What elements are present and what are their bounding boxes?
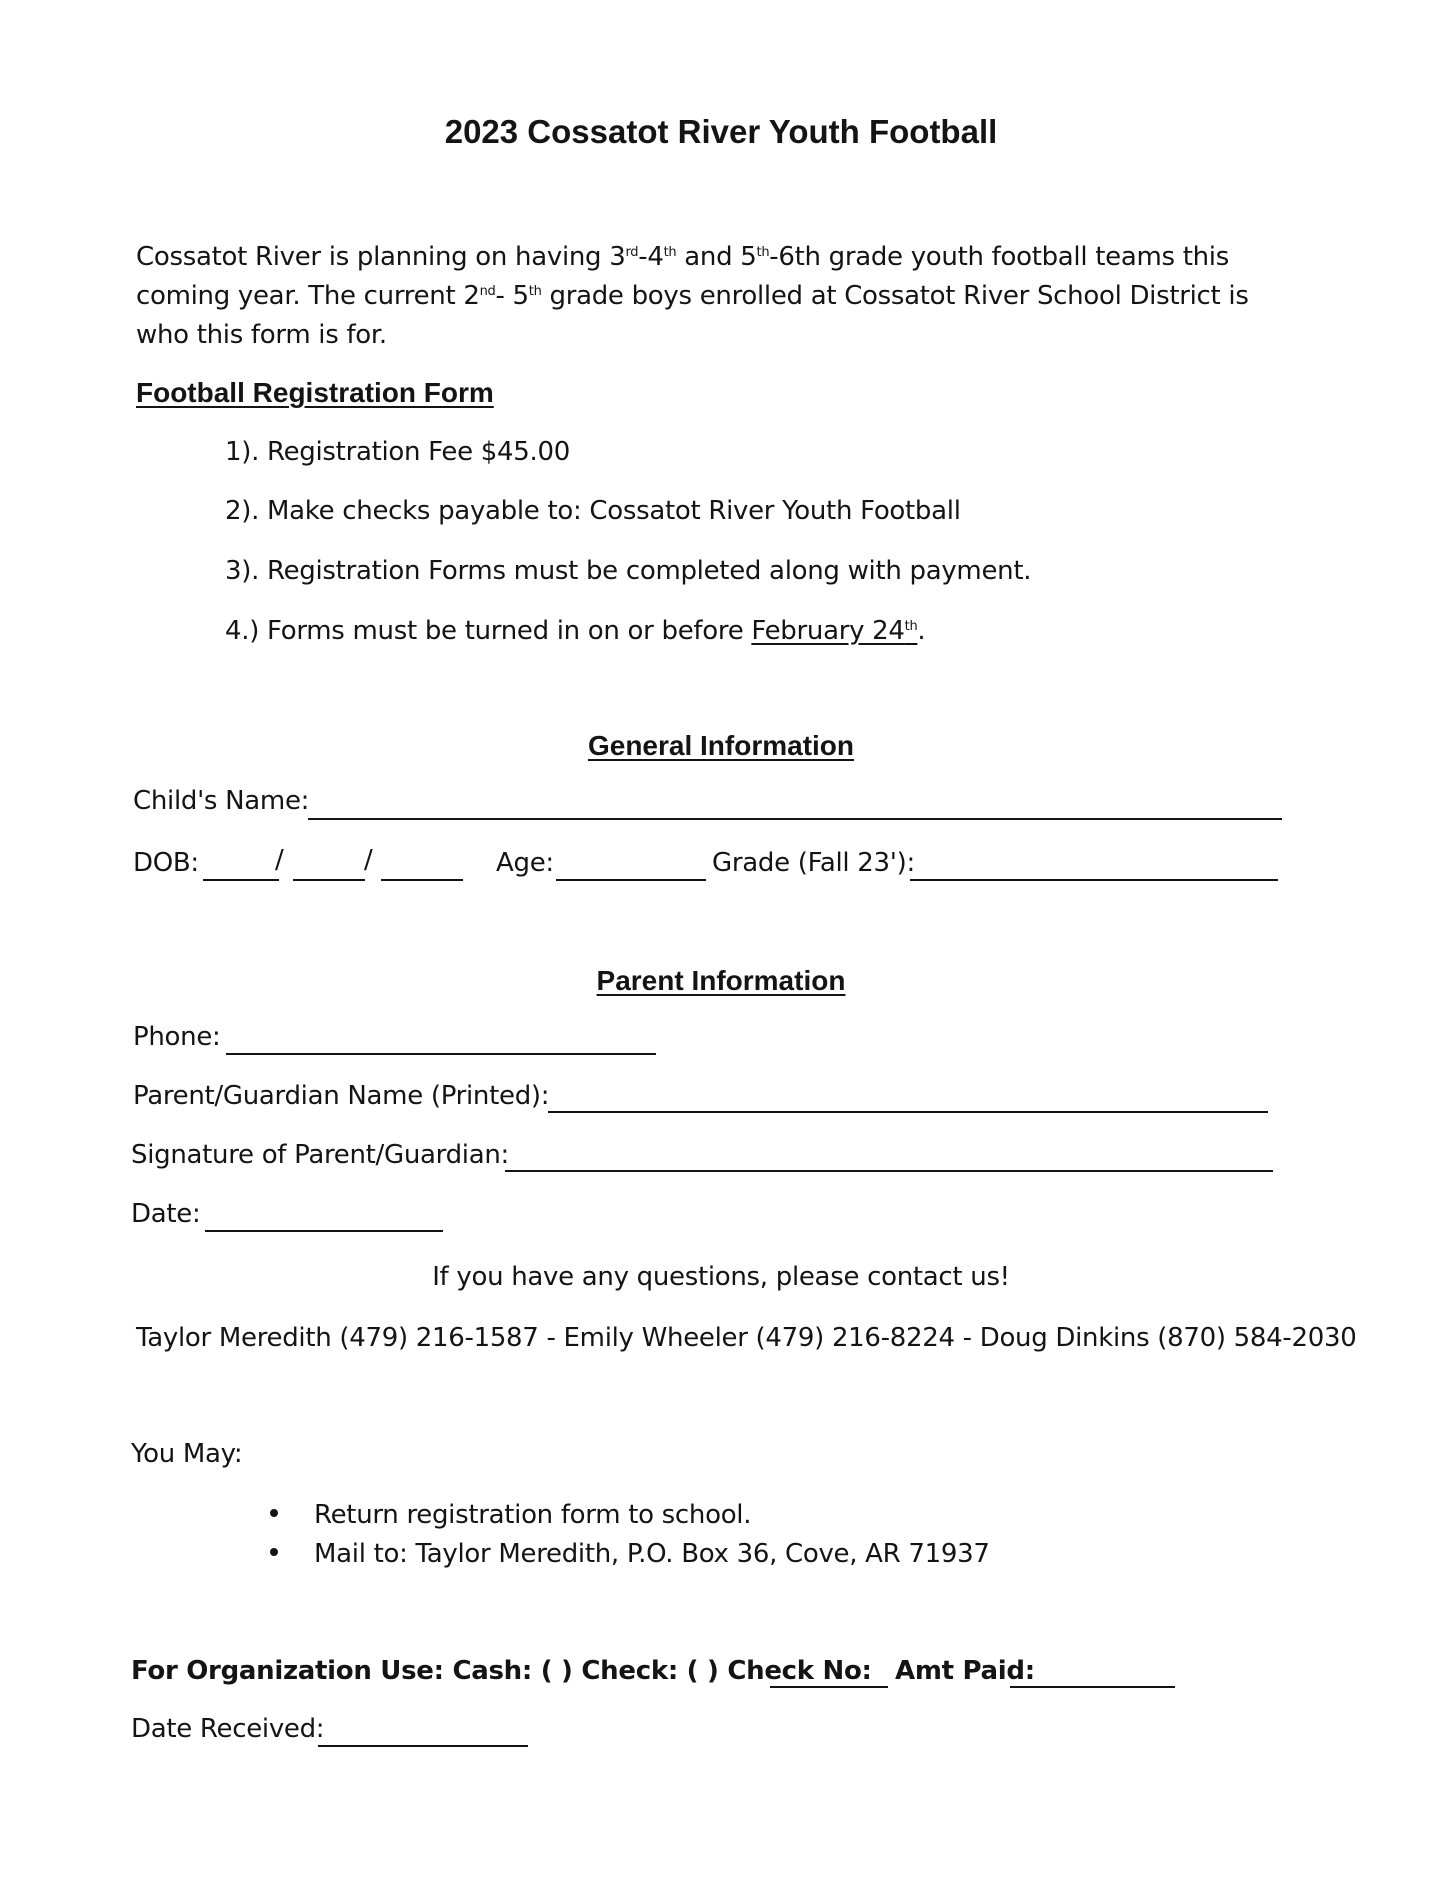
dob-separator: /	[364, 845, 373, 875]
return-option-mail	[270, 1539, 990, 1569]
requirement-item-2: 2). Make checks payable to: Cossatot River Youth Football	[225, 496, 961, 526]
child-name-label: Child's Name:	[133, 786, 310, 816]
return-options-label: You May:	[131, 1439, 243, 1469]
deadline-date	[751, 616, 917, 646]
grade-label: Grade (Fall 23'):	[712, 848, 915, 878]
dob-separator: /	[275, 845, 284, 875]
age-label: Age:	[496, 848, 554, 878]
date-field[interactable]	[205, 1230, 443, 1232]
deadline-text: February 24	[751, 616, 905, 646]
grade-field[interactable]	[910, 879, 1278, 881]
amount-paid-label: Amt Paid:	[895, 1656, 1035, 1686]
age-field[interactable]	[556, 879, 706, 881]
requirement-item-1: 1). Registration Fee $45.00	[225, 437, 570, 467]
intro-text: -6th grade youth football teams this coming year. The current 2	[136, 242, 1229, 311]
organization-use-label: For Organization Use: Cash: ( ) Check: ( ) Check No:	[131, 1656, 872, 1686]
page-title: 2023 Cossatot River Youth Football	[444, 113, 998, 150]
registration-heading: Football Registration Form	[136, 377, 494, 408]
phone-field[interactable]	[226, 1053, 656, 1055]
intro-text: - 5	[495, 281, 529, 311]
date-label: Date:	[131, 1199, 201, 1229]
parent-info-heading: Parent Information	[596, 965, 846, 996]
return-option-text: Mail to: Taylor Meredith, P.O. Box 36, Cove, AR 71937	[314, 1539, 990, 1569]
signature-label: Signature of Parent/Guardian:	[131, 1140, 509, 1170]
parent-name-label: Parent/Guardian Name (Printed):	[133, 1081, 550, 1111]
contact-list: Taylor Meredith (479) 216-1587 - Emily Wheeler (479) 216-8224 - Doug Dinkins (870) 584-2030	[136, 1323, 1357, 1353]
check-number-field[interactable]	[770, 1686, 888, 1688]
intro-text: grade boys enrolled at Cossatot River School District is who this form is for.	[136, 281, 1249, 350]
requirement-text: .	[917, 616, 926, 646]
ordinal-suffix: th	[756, 245, 770, 260]
ordinal-suffix: th	[904, 619, 918, 634]
phone-label: Phone:	[133, 1022, 221, 1052]
intro-paragraph	[136, 238, 1296, 355]
intro-text: and 5	[676, 242, 757, 272]
requirement-item-4	[225, 616, 925, 646]
ordinal-suffix: rd	[625, 245, 639, 260]
intro-text: -4	[638, 242, 664, 272]
bullet-icon	[270, 1548, 278, 1556]
dob-year-field[interactable]	[381, 879, 463, 881]
child-name-field[interactable]	[308, 818, 1282, 820]
date-received-label: Date Received:	[131, 1714, 325, 1744]
ordinal-suffix: th	[528, 284, 542, 299]
dob-day-field[interactable]	[293, 879, 365, 881]
signature-field[interactable]	[505, 1170, 1273, 1172]
ordinal-suffix: nd	[479, 284, 496, 299]
return-option-school	[270, 1500, 751, 1530]
return-option-text: Return registration form to school.	[314, 1500, 752, 1530]
dob-label: DOB:	[133, 848, 199, 878]
parent-name-field[interactable]	[548, 1111, 1268, 1113]
bullet-icon	[270, 1509, 278, 1517]
intro-text: Cossatot River is planning on having 3	[136, 242, 626, 272]
requirement-text: 4.) Forms must be turned in on or before	[225, 616, 752, 646]
dob-month-field[interactable]	[203, 879, 279, 881]
contact-prompt: If you have any questions, please contact us!	[432, 1262, 1010, 1292]
requirement-item-3: 3). Registration Forms must be completed along with payment.	[225, 556, 1032, 586]
general-info-heading: General Information	[587, 730, 855, 761]
amount-paid-field[interactable]	[1010, 1686, 1175, 1688]
date-received-field[interactable]	[318, 1745, 528, 1747]
ordinal-suffix: th	[663, 245, 677, 260]
